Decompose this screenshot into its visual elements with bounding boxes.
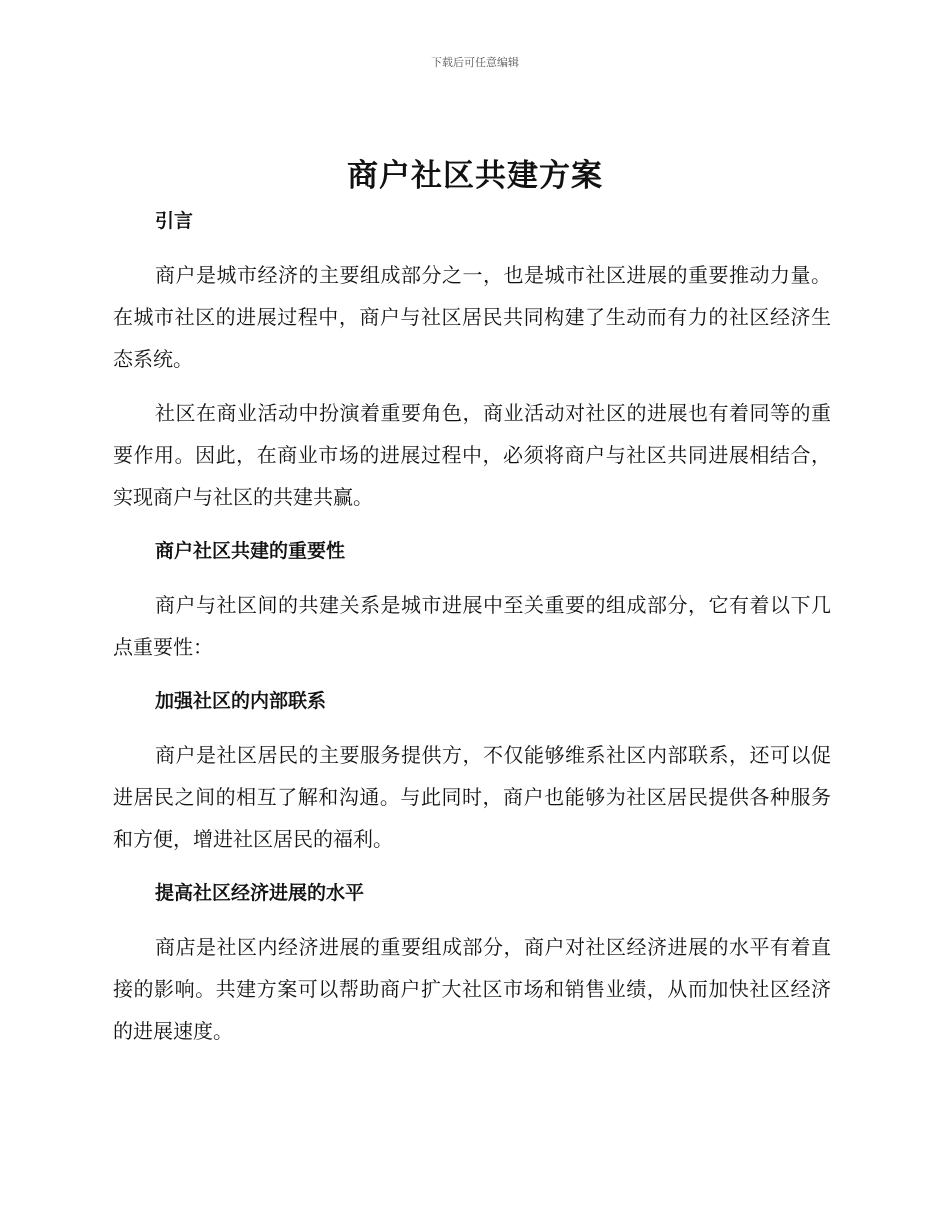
section-heading-intro: 引言 bbox=[155, 210, 194, 232]
paragraph: 商店是社区内经济进展的重要组成部分，商户对社区经济进展的水平有着直接的影响。共建方案可以帮助商户扩大社区市场和销售业绩，从而加快社区经济的进展速度。 bbox=[113, 935, 831, 1043]
section-heading-importance: 商户社区共建的重要性 bbox=[155, 540, 346, 562]
paragraph: 商户是社区居民的主要服务提供方，不仅能够维系社区内部联系，还可以促进居民之间的相互了解和沟通。与此同时，商户也能够为社区居民提供各种服务和方便，增进社区居民的福利。 bbox=[113, 743, 831, 851]
paragraph: 商户与社区间的共建关系是城市进展中至关重要的组成部分，它有着以下几点重要性： bbox=[113, 593, 831, 659]
paragraph: 商户是城市经济的主要组成部分之一，也是城市社区进展的重要推动力量。在城市社区的进展过程中，商户与社区居民共同构建了生动而有力的社区经济生态系统。 bbox=[113, 263, 831, 371]
header-note: 下载后可任意编辑 bbox=[431, 56, 519, 69]
section-heading-internal-ties: 加强社区的内部联系 bbox=[155, 690, 327, 712]
paragraph: 社区在商业活动中扮演着重要角色，商业活动对社区的进展也有着同等的重要作用。因此，在商业市场的进展过程中，必须将商户与社区共同进展相结合，实现商户与社区的共建共赢。 bbox=[113, 401, 831, 509]
document-body bbox=[113, 200, 831, 1064]
document-title: 商户社区共建方案 bbox=[347, 158, 603, 194]
section-heading-economy: 提高社区经济进展的水平 bbox=[155, 882, 365, 904]
